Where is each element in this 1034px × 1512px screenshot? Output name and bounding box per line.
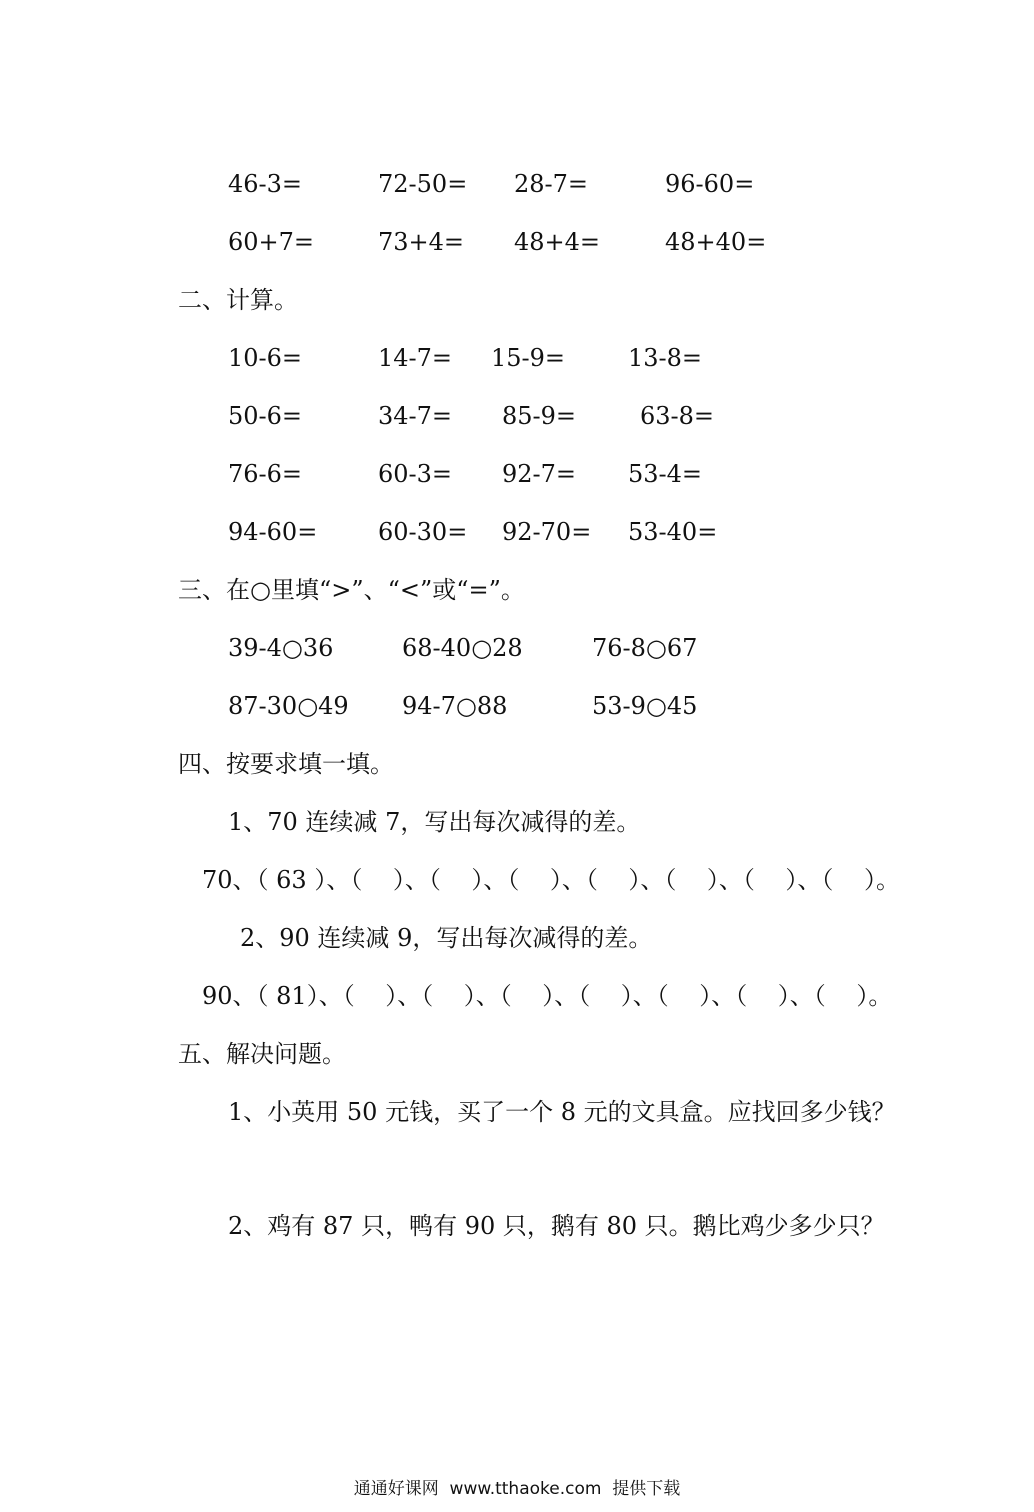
exercise-item: 72-50= — [378, 170, 468, 198]
exercise-item: 13-8= — [628, 344, 703, 372]
answer-sequence: 70、（ 63 ）、（ ）、（ ）、（ ）、（ ）、（ ）、（ ）、（ ）。 — [202, 866, 900, 894]
comparison-item: 68-40○28 — [402, 634, 523, 662]
exercise-item: 34-7= — [378, 402, 453, 430]
page-footer: 通通好课网 www.tthaoke.com 提供下载 — [353, 1479, 681, 1499]
word-problem: 1、小英用 50 元钱，买了一个 8 元的文具盒。应找回多少钱？ — [228, 1098, 896, 1126]
comparison-item: 87-30○49 — [228, 692, 349, 720]
exercise-item: 53-4= — [628, 460, 703, 488]
exercise-item: 53-40= — [628, 518, 718, 546]
exercise-item: 15-9= — [491, 344, 566, 372]
exercise-item: 28-7= — [514, 170, 589, 198]
exercise-item: 85-9= — [502, 402, 577, 430]
answer-sequence: 90、（ 81）、（ ）、（ ）、（ ）、（ ）、（ ）、（ ）、（ ）。 — [202, 982, 893, 1010]
section-heading: 五、解决问题。 — [178, 1040, 346, 1068]
exercise-item: 96-60= — [665, 170, 755, 198]
comparison-item: 76-8○67 — [592, 634, 698, 662]
exercise-item: 48+4= — [514, 228, 601, 256]
comparison-item: 94-7○88 — [402, 692, 508, 720]
section-heading: 四、按要求填一填。 — [178, 750, 394, 778]
section-heading: 三、在○里填“>”、“<”或“=”。 — [178, 576, 525, 604]
exercise-item: 94-60= — [228, 518, 318, 546]
comparison-item: 53-9○45 — [592, 692, 698, 720]
exercise-item: 14-7= — [378, 344, 453, 372]
exercise-item: 60+7= — [228, 228, 315, 256]
exercise-item: 92-70= — [502, 518, 592, 546]
word-problem: 2、鸡有 87 只，鸭有 90 只，鹅有 80 只。鹅比鸡少多少只？ — [228, 1212, 885, 1240]
comparison-item: 39-4○36 — [228, 634, 334, 662]
exercise-item: 92-7= — [502, 460, 577, 488]
exercise-item: 60-3= — [378, 460, 453, 488]
question-text: 2、90 连续减 9，写出每次减得的差。 — [240, 924, 653, 952]
exercise-item: 76-6= — [228, 460, 303, 488]
exercise-item: 48+40= — [665, 228, 767, 256]
question-text: 1、70 连续减 7，写出每次减得的差。 — [228, 808, 641, 836]
section-heading: 二、计算。 — [178, 286, 298, 314]
exercise-item: 63-8= — [640, 402, 715, 430]
exercise-item: 73+4= — [378, 228, 465, 256]
exercise-item: 50-6= — [228, 402, 303, 430]
exercise-item: 60-30= — [378, 518, 468, 546]
exercise-item: 46-3= — [228, 170, 303, 198]
exercise-item: 10-6= — [228, 344, 303, 372]
